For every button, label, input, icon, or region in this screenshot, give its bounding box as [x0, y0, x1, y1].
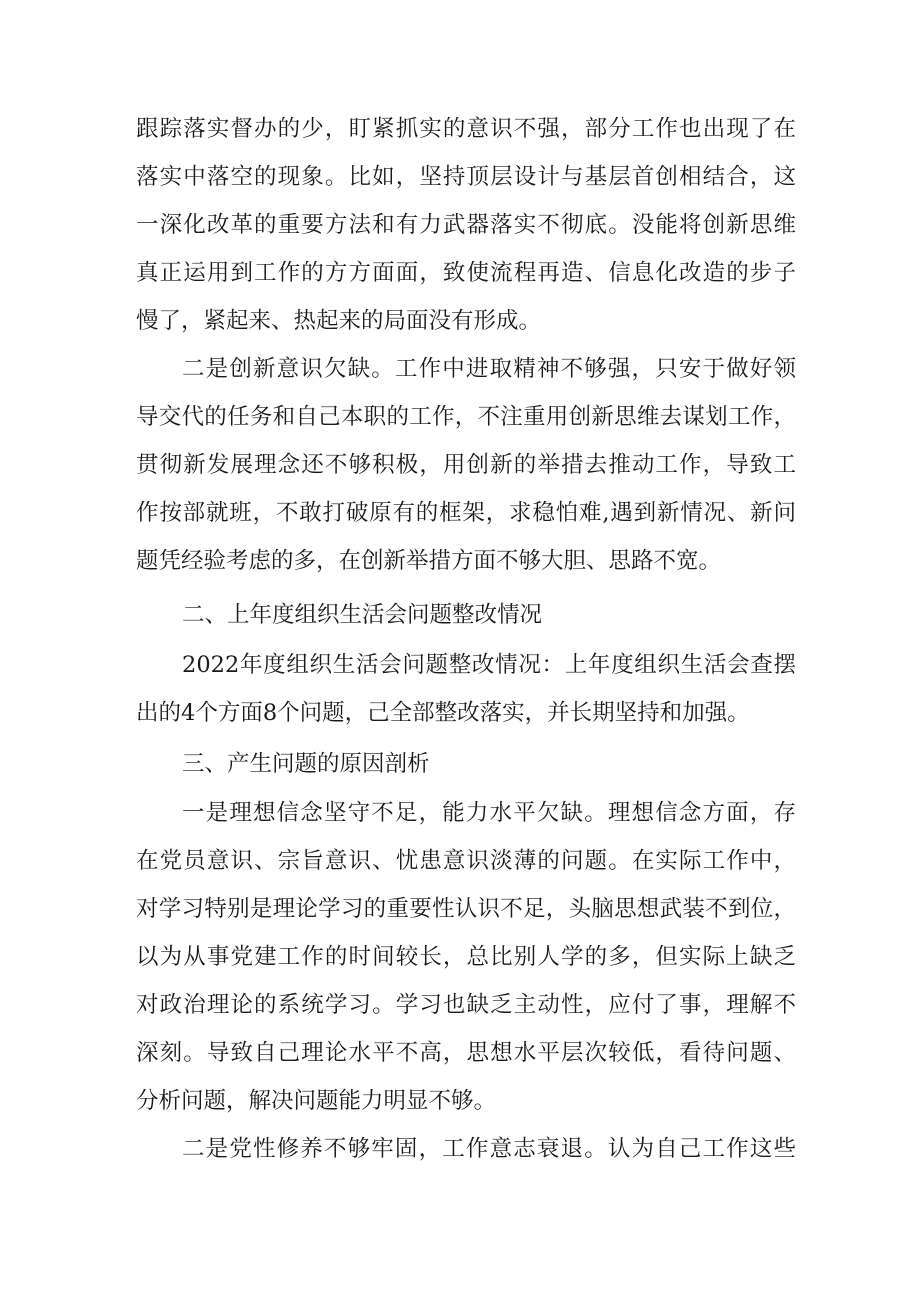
paragraph-1-line-1: 跟踪落实督办的少，盯紧抓实的意识不强，部分工作也出现了在 [136, 116, 796, 142]
paragraph-2-line-5: 题凭经验考虑的多，在创新举措方面不够大胆、思路不宽。 [136, 548, 722, 574]
paragraph-2-line-1: 二是创新意识欠缺。工作中进取精神不够强，只安于做好领 [182, 356, 796, 382]
paragraph-1-line-5: 慢了，紧起来、热起来的局面没有形成。 [136, 308, 542, 334]
paragraph-2-line-3: 贯彻新发展理念还不够积极，用创新的举措去推动工作，导致工 [136, 452, 796, 478]
paragraph-1-line-4: 真正运用到工作的方方面面，致使流程再造、信息化改造的步子 [136, 260, 796, 286]
paragraph-3-line-2: 出的4个方面8个问题，己全部整改落实，并长期坚持和加强。 [136, 700, 750, 726]
paragraph-4-line-2: 在党员意识、宗旨意识、忧患意识淡薄的问题。在实际工作中， [136, 848, 796, 874]
paragraph-1-line-3: 一深化改革的重要方法和有力武器落实不彻底。没能将创新思维 [136, 212, 796, 238]
paragraph-3-line-1: 2022年度组织生活会问题整改情况：上年度组织生活会查摆 [182, 652, 796, 678]
paragraph-4-line-1: 一是理想信念坚守不足，能力水平欠缺。理想信念方面，存 [182, 800, 796, 826]
paragraph-5-line-1: 二是党性修养不够牢固，工作意志衰退。认为自己工作这些 [182, 1136, 796, 1162]
paragraph-2-line-2: 导交代的任务和自己本职的工作，不注重用创新思维去谋划工作， [136, 404, 796, 430]
paragraph-4-line-4: 以为从事党建工作的时间较长，总比别人学的多，但实际上缺乏 [136, 944, 796, 970]
section-heading-3: 三、产生问题的原因剖析 [182, 751, 430, 777]
paragraph-4-line-3: 对学习特别是理论学习的重要性认识不足，头脑思想武装不到位， [136, 896, 796, 922]
paragraph-4-line-7: 分析问题，解决问题能力明显不够。 [136, 1088, 497, 1114]
paragraph-4-line-5: 对政治理论的系统学习。学习也缺乏主动性，应付了事，理解不 [136, 992, 796, 1018]
paragraph-2-line-4: 作按部就班，不敢打破原有的框架，求稳怕难,遇到新情况、新问 [136, 500, 796, 526]
paragraph-1-line-2: 落实中落空的现象。比如，坚持顶层设计与基层首创相结合，这 [136, 164, 796, 190]
section-heading-2: 二、上年度组织生活会问题整改情况 [182, 602, 543, 628]
paragraph-4-line-6: 深刻。导致自己理论水平不高，思想水平层次较低，看待问题、 [136, 1040, 796, 1066]
